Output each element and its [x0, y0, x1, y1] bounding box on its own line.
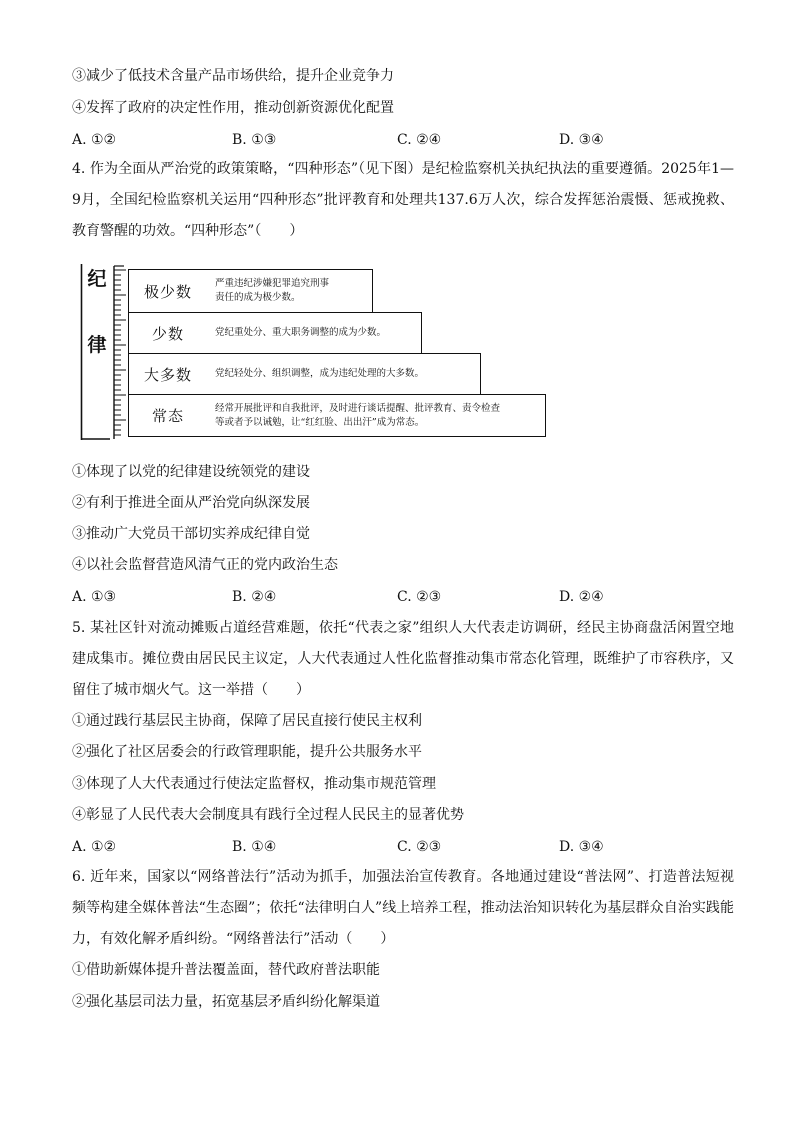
- q5-stem: 5. 某社区针对流动摊贩占道经营难题，依托“代表之家”组织人大代表走访调研，经民主协商盘活闲置空地建成集市。摊位费由居民民主议定，人大代表通过人性化监督推动集市常态化管理，既维护了市容秩序，又留住了城市烟火气。这一举措（ ）: [72, 620, 734, 698]
- tier-majority: [128, 353, 481, 395]
- tier-description: [215, 395, 500, 436]
- desc-line: 党纪重处分、重大职务调整的成为少数。: [215, 327, 387, 338]
- desc-line: 党纪轻处分、组织调整，成为违纪处理的大多数。: [215, 368, 425, 379]
- q4-option-1: ①体现了以党的纪律建设统领党的建设: [72, 464, 310, 480]
- q3-choice-c[interactable]: C. ②④: [397, 132, 442, 148]
- q4-option-2: ②有利于推进全面从严治党向纵深发展: [72, 495, 310, 511]
- tier-normal-state: [128, 394, 546, 437]
- tier-very-few: [128, 269, 373, 313]
- q5-choice-a[interactable]: A. ①②: [72, 839, 117, 855]
- q5-choice-b[interactable]: B. ①④: [232, 839, 277, 855]
- desc-line: 经常开展批评和自我批评，及时进行谈话提醒、批评教育、责令检查: [215, 402, 501, 414]
- q4-option-3: ③推动广大党员干部切实养成纪律自觉: [72, 526, 310, 542]
- q4-choice-a[interactable]: A. ①③: [72, 589, 117, 605]
- tier-few: [128, 312, 422, 354]
- q5-option-2: ②强化了社区居委会的行政管理职能，提升公共服务水平: [72, 744, 422, 760]
- tier-description: [215, 313, 386, 353]
- desc-line: 严重违纪涉嫌犯罪追究刑事: [215, 278, 330, 289]
- desc-line: 等或者予以诫勉，让“红红脸、出出汗”成为常态。: [215, 416, 425, 428]
- q6-option-2: ②强化基层司法力量，拓宽基层矛盾纠纷化解渠道: [72, 994, 380, 1010]
- q3-option-3: ③减少了低技术含量产品市场供给，提升企业竞争力: [72, 68, 394, 84]
- q5-option-1: ①通过践行基层民主协商，保障了居民直接行使民主权利: [72, 713, 422, 729]
- desc-line: 责任的成为极少数。: [215, 292, 301, 303]
- tier-label: 常态: [151, 407, 184, 425]
- q6-stem: 6. 近年来，国家以“网络普法行”活动为抓手，加强法治宣传教育。各地通过建设“普法网”、打造普法短视频等构建全媒体普法“生态圈”；依托“法律明白人”线上培养工程，推动法治知识转化为基层群众自治实践能力，有效化解矛盾纠纷。“网络普法行”活动（ ）: [72, 869, 734, 947]
- q4-stem: 4. 作为全面从严治党的政策策略，“四种形态”（见下图）是纪检监察机关执纪执法的重要遵循。2025年1—9月，全国纪检监察机关运用“四种形态”批评教育和处理共137.6万人次，综合发挥惩治震慑、惩戒挽救、教育警醒的功效。“四种形态”（ ）: [72, 161, 734, 239]
- tier-label: 极少数: [143, 282, 192, 301]
- tier-label: 少数: [151, 324, 184, 343]
- tier-label: 大多数: [143, 365, 192, 384]
- q3-choice-d[interactable]: D. ③④: [559, 132, 604, 148]
- ruler-char-lv: 律: [87, 334, 107, 356]
- ruler-char-ji: 纪: [87, 268, 107, 290]
- q3-option-4: ④发挥了政府的决定性作用，推动创新资源优化配置: [72, 100, 394, 116]
- q5-option-4: ④彰显了人民代表大会制度具有践行全过程人民民主的显著优势: [72, 807, 464, 823]
- q3-choice-b[interactable]: B. ①③: [232, 132, 277, 148]
- q3-choice-a[interactable]: A. ①②: [72, 132, 117, 148]
- q4-option-4: ④以社会监督营造风清气正的党内政治生态: [72, 557, 338, 573]
- q4-choice-b[interactable]: B. ②④: [232, 589, 277, 605]
- q6-option-1: ①借助新媒体提升普法覆盖面，替代政府普法职能: [72, 962, 380, 978]
- q4-choice-d[interactable]: D. ②④: [559, 589, 604, 605]
- q5-option-3: ③体现了人大代表通过行使法定监督权，推动集市规范管理: [72, 776, 436, 792]
- tier-description: [215, 354, 424, 394]
- q4-choice-c[interactable]: C. ②③: [397, 589, 442, 605]
- tier-description: [215, 270, 329, 312]
- four-forms-diagram: [80, 262, 550, 442]
- q5-choice-c[interactable]: C. ②③: [397, 839, 442, 855]
- q5-choice-d[interactable]: D. ③④: [559, 839, 604, 855]
